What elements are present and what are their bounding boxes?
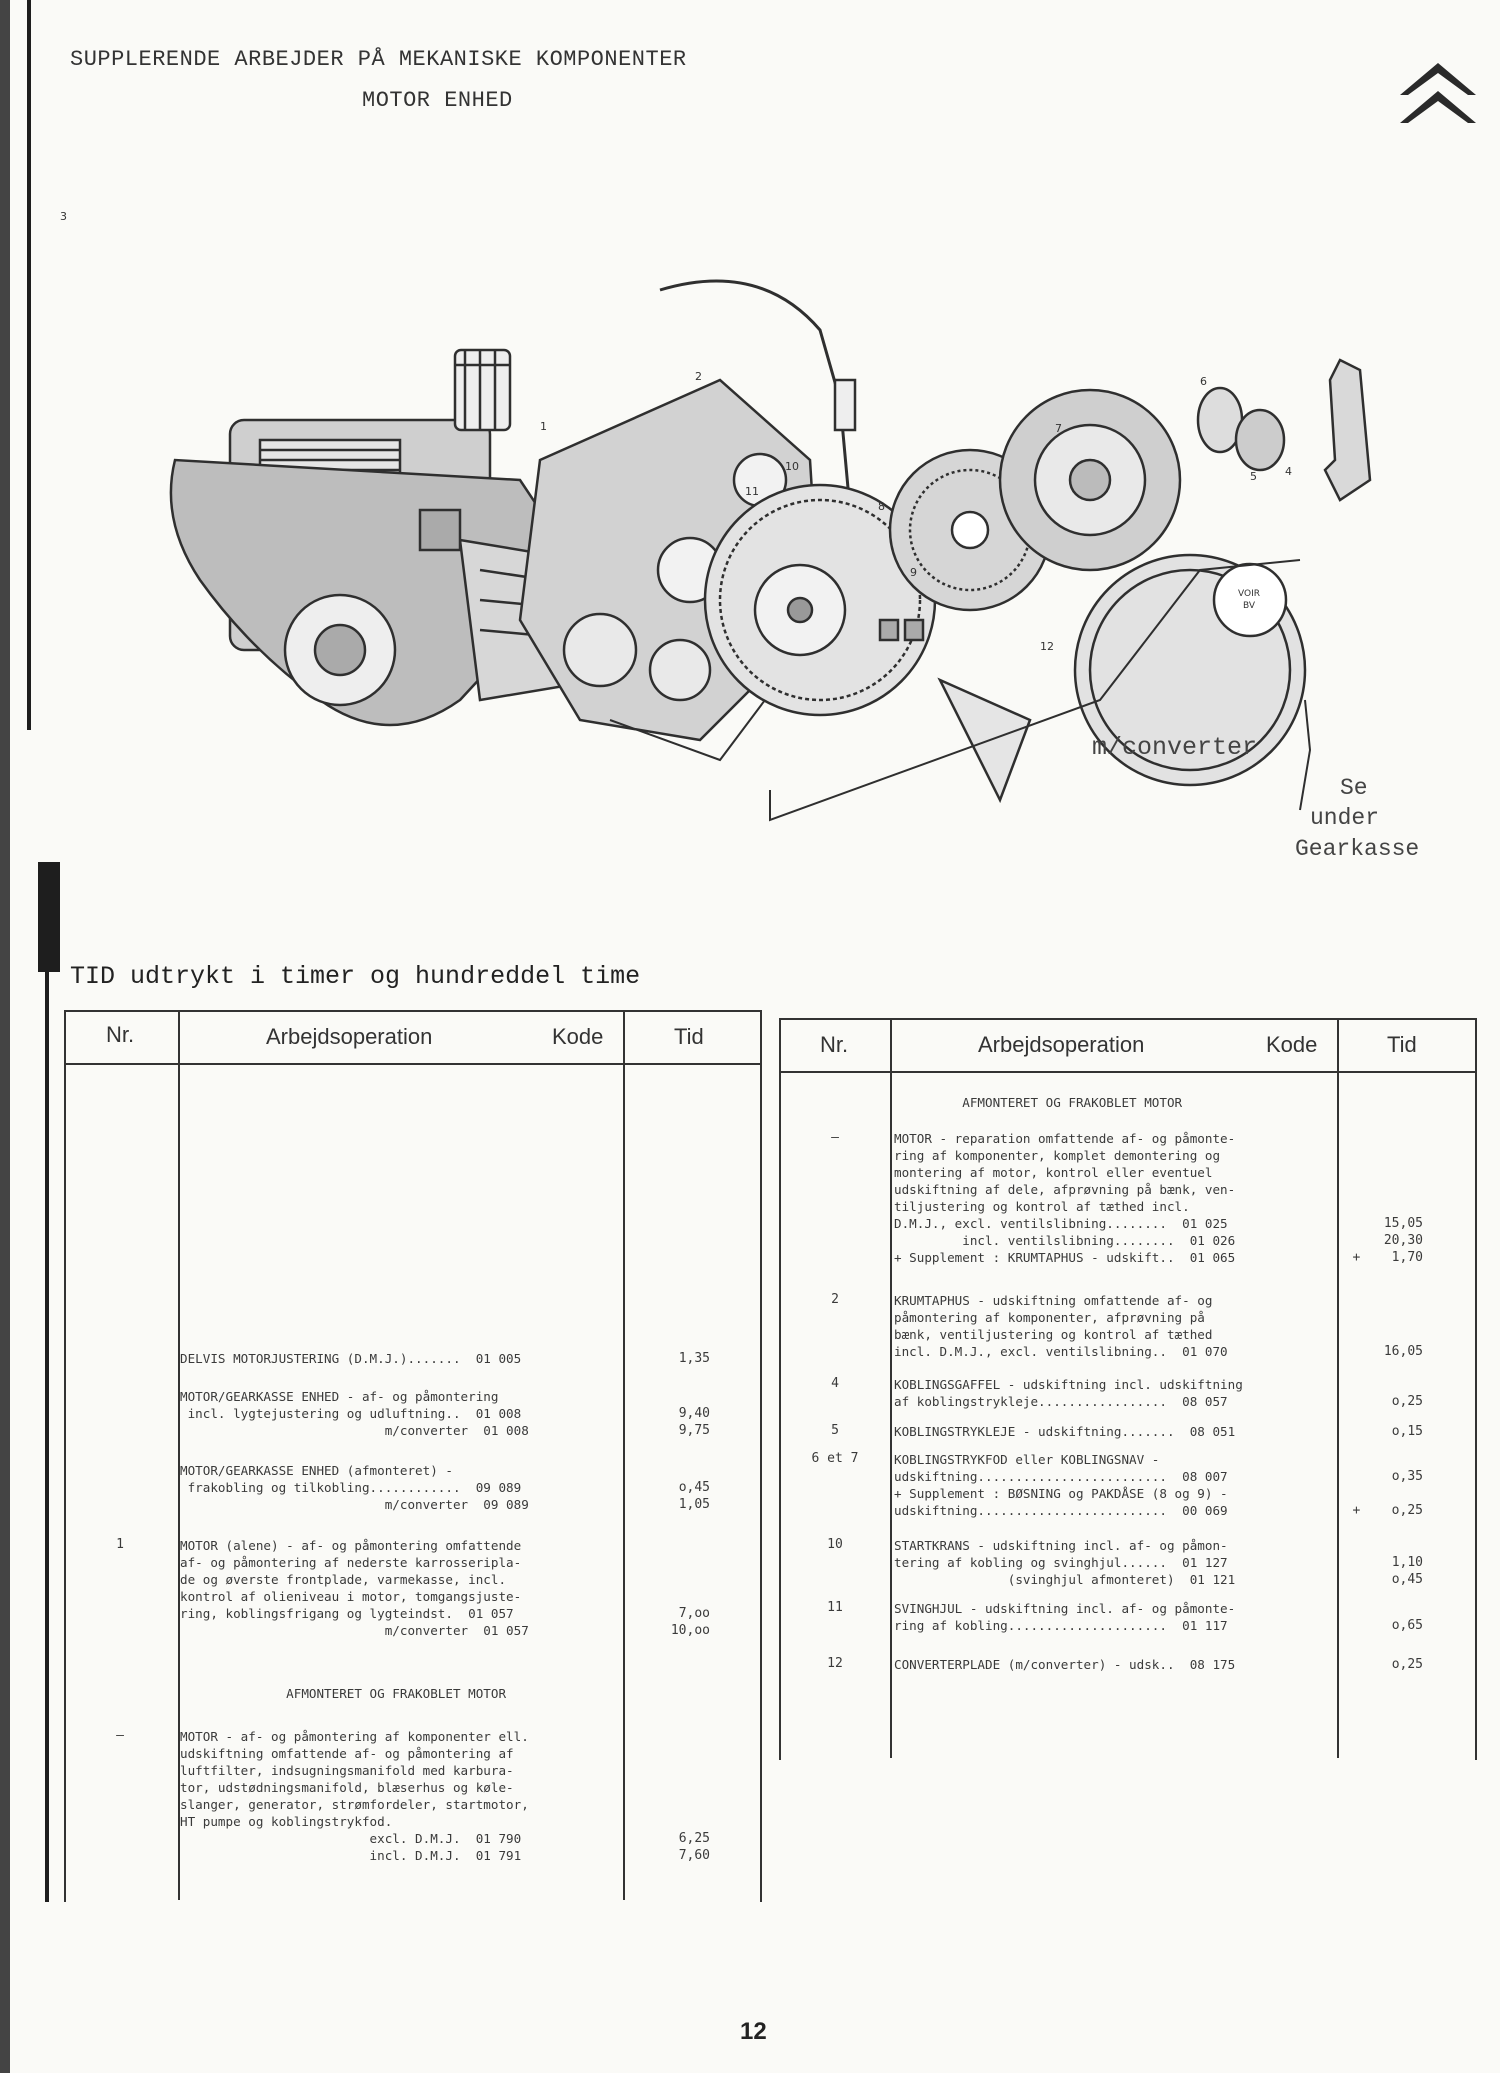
scan-edge-bar	[0, 0, 10, 2073]
callout-4: 4	[1285, 465, 1292, 478]
table-row: KOBLINGSGAFFEL - udskiftning incl. udskiftning af koblingstrykleje................. 08 057	[894, 1377, 1243, 1409]
table-row-tid: 7,oo 10,oo	[670, 1606, 710, 1638]
table-row-nr: 6 et 7	[811, 1451, 859, 1466]
callout-8: 8	[878, 500, 885, 513]
see-note-line2: under	[1310, 805, 1380, 831]
engine-exploded-illustration	[60, 210, 1460, 880]
table-row-tid: 9,40 9,75	[678, 1406, 710, 1438]
table-row: MOTOR/GEARKASSE ENHED (afmonteret) - frakobling og tilkobling............ 09 089 m/converter 09 089	[180, 1463, 529, 1512]
table-row-nr: 5	[831, 1423, 839, 1438]
table-row: CONVERTERPLADE (m/converter) - udsk.. 08 175	[894, 1657, 1236, 1672]
page-title: SUPPLERENDE ARBEJDER PÅ MEKANISKE KOMPONENTER	[70, 47, 687, 72]
callout-12: 12	[1040, 640, 1054, 653]
callout-3: 3	[60, 210, 67, 223]
table-row: MOTOR/GEARKASSE ENHED - af- og påmontering incl. lygtejustering og udluftning.. 01 008 m/converter 01 008	[180, 1389, 529, 1438]
right-col-rule	[890, 1018, 892, 1758]
callout-10: 10	[785, 460, 799, 473]
right-table-header-rule	[779, 1071, 1475, 1073]
table-row-nr: —	[116, 1728, 124, 1743]
left-header-nr: Nr.	[106, 1022, 135, 1047]
table-row-tid: 1,35	[678, 1351, 710, 1366]
converter-annotation: m/converter	[1092, 733, 1258, 762]
table-row-tid: o,25	[1391, 1657, 1423, 1672]
right-header-op: Arbejdsoperation	[978, 1032, 1145, 1057]
clutch-fork	[1325, 360, 1370, 500]
callout-9: 9	[910, 566, 917, 579]
callout-5: 5	[1250, 470, 1257, 483]
table-row-tid: o,25	[1391, 1394, 1423, 1409]
table-row-tid: 6,25 7,60	[678, 1831, 710, 1863]
page-subtitle: MOTOR ENHED	[362, 88, 513, 113]
see-note-line3: Gearkasse	[1295, 836, 1420, 862]
callout-2: 2	[695, 370, 702, 383]
right-header-nr: Nr.	[820, 1032, 849, 1057]
converter-plate	[940, 680, 1030, 800]
table-row-tid: o,45 1,05	[678, 1480, 710, 1512]
time-unit-note: TID udtrykt i timer og hundreddel time	[70, 962, 641, 991]
section-heading: AFMONTERET OG FRAKOBLET MOTOR	[180, 1686, 507, 1701]
section-heading: AFMONTERET OG FRAKOBLET MOTOR	[894, 1095, 1183, 1110]
callout-6: 6	[1200, 375, 1207, 388]
table-row-nr: 10	[827, 1537, 843, 1552]
scan-edge-mark	[45, 972, 49, 1902]
table-row-tid: o,35 + o,25	[1352, 1469, 1423, 1518]
callout-11: 11	[745, 485, 759, 498]
bv-label: BV	[1243, 601, 1256, 611]
table-row-nr: 2	[831, 1292, 839, 1307]
table-row: KOBLINGSTRYKLEJE - udskiftning....... 08 051	[894, 1424, 1236, 1439]
right-header-tid: Tid	[1387, 1032, 1417, 1057]
table-row-tid: o,65	[1391, 1618, 1423, 1633]
left-header-kode: Kode	[552, 1024, 604, 1049]
right-header-kode: Kode	[1266, 1032, 1318, 1057]
table-row: MOTOR - reparation omfattende af- og påmonte- ring af komponenter, komplet demontering og montering af motor, kontrol eller eventuel udskiftning af dele, afprøvning på bænk, ven- tiljustering og kontrol af tæthed incl. D.M.J., excl. ventilslibning........ 01 025 incl. ventilslibning........ 01 026 + Supplement : KRUMTAPHUS - udskift.. 01 065	[894, 1131, 1236, 1265]
left-col-rule	[623, 1010, 625, 1900]
callout-1: 1	[540, 420, 547, 433]
table-row-tid: 1,10 o,45	[1391, 1555, 1423, 1587]
right-col-rule	[1337, 1018, 1339, 1758]
table-row-nr: 12	[827, 1656, 843, 1671]
table-row-nr: 1	[116, 1537, 124, 1552]
table-row: SVINGHJUL - udskiftning incl. af- og påmonte- ring af kobling..................... 01 117	[894, 1601, 1236, 1633]
table-row-nr: 11	[827, 1600, 843, 1615]
table-row: MOTOR - af- og påmontering af komponenter ell. udskiftning omfattende af- og påmontering af luftfilter, indsugningsmanifold med karbura- tor, udstødningsmanifold, blæserhus og køle- slanger, generator, strømfordeler, startmotor, HT pumpe og koblingstrykfod. excl. D.M.J. 01 790 incl. D.M.J. 01 791	[180, 1729, 529, 1863]
table-row: STARTKRANS - udskiftning incl. af- og påmon- tering af kobling og svinghjul...... 01 127 (svinghjul afmonteret) 01 121	[894, 1538, 1236, 1587]
table-row-nr: —	[831, 1130, 839, 1145]
table-row: MOTOR (alene) - af- og påmontering omfattende af- og påmontering af nederste karrosseripla- de og øverste frontplade, varmekasse, incl. kontrol af olieniveau i motor, tomgangsjuste- ring, koblingsfrigang og lygteindst. 01 057 m/converter 01 057	[180, 1538, 529, 1638]
left-header-op: Arbejdsoperation	[266, 1024, 433, 1049]
table-row-nr: 4	[831, 1376, 839, 1391]
see-note-line1: Se	[1340, 775, 1368, 801]
table-row: KOBLINGSTRYKFOD eller KOBLINGSNAV - udskiftning......................... 08 007 + Supplement : BØSNING og PAKDÅSE (8 og 9) - udskiftning......................... 00 069	[894, 1452, 1228, 1518]
scan-edge-mark	[27, 0, 31, 730]
table-row-tid: 16,05	[1383, 1344, 1423, 1359]
table-row: KRUMTAPHUS - udskiftning omfattende af- og påmontering af komponenter, afprøvning på bænk, ventiljustering og kontrol af tæthed incl. D.M.J., excl. ventilslibning.. 01 070	[894, 1293, 1228, 1359]
scan-edge-mark	[38, 862, 60, 972]
page-number: 12	[740, 2018, 767, 2045]
table-row-tid: 15,05 20,30 + 1,70	[1352, 1216, 1423, 1265]
left-header-tid: Tid	[674, 1024, 704, 1049]
callout-7: 7	[1055, 422, 1062, 435]
voir-label: VOIR	[1238, 589, 1260, 599]
table-row-tid: o,15	[1391, 1424, 1423, 1439]
brand-logo	[1398, 55, 1478, 135]
table-row: DELVIS MOTORJUSTERING (D.M.J.)....... 01 005	[180, 1351, 522, 1366]
left-table-header-rule	[64, 1063, 760, 1065]
